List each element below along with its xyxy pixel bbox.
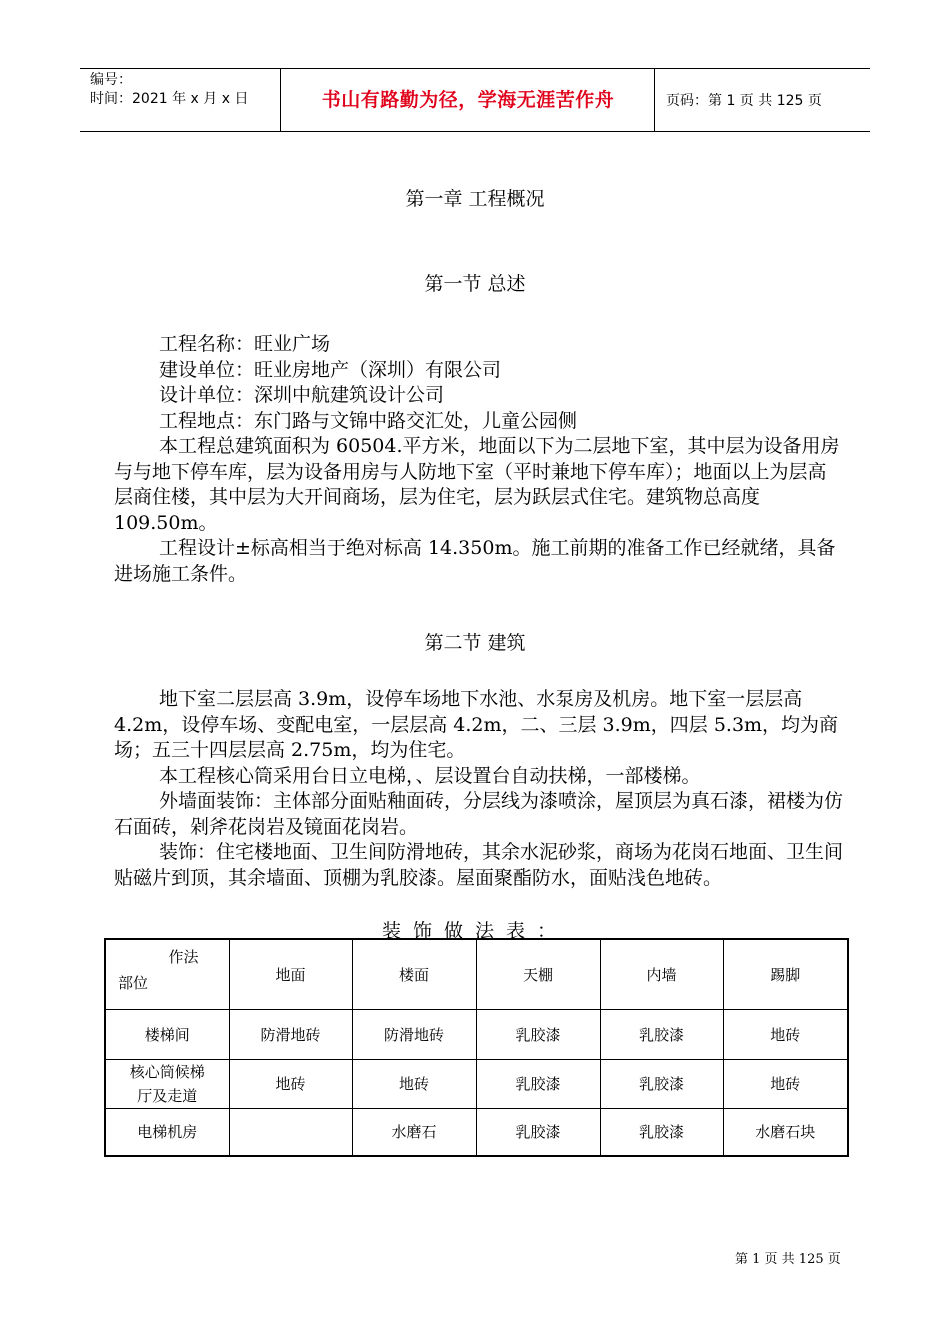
section-architecture-body [114,687,844,891]
header-meta [90,71,248,109]
doc-time-label: 时间：2021 年 x 月 x 日 [90,91,249,107]
table-cell: 乳胶漆 [476,1059,600,1108]
row-header: 楼梯间 [105,1009,229,1059]
table-cell: 水磨石块 [723,1108,848,1156]
paragraph: 本工程核心筒采用台日立电梯，、层设置台自动扶梯，一部楼梯。 [159,764,701,787]
column-header: 踢脚 [723,939,848,1009]
table-cell: 防滑地砖 [352,1009,476,1059]
table-cell: 乳胶漆 [476,1009,600,1059]
doc-number-label: 编号： [90,72,132,88]
page-header [80,68,870,132]
column-header: 内墙 [600,939,723,1009]
table-cell: 乳胶漆 [600,1059,723,1108]
section-title-architecture: 第二节 建筑 [424,632,526,654]
table-row [105,1059,848,1108]
table-cell: 乳胶漆 [476,1108,600,1156]
table-cell [229,1108,352,1156]
column-header: 天棚 [476,939,600,1009]
table-cell: 乳胶漆 [600,1009,723,1059]
section-overview-body [114,332,844,587]
decoration-table [104,938,849,1157]
table-title: 装饰做法表： [381,920,568,942]
table-cell: 防滑地砖 [229,1009,352,1059]
table-row [105,1009,848,1059]
paragraph: 建设单位：旺业房地产（深圳）有限公司 [159,358,502,381]
header-divider [654,69,655,131]
corner-top-label: 作法 [168,948,199,967]
table-cell: 地砖 [723,1009,848,1059]
header-motto: 书山有路勤为径，学海无涯苦作舟 [321,89,615,111]
paragraph: 设计单位：深圳中航建筑设计公司 [159,384,445,406]
chapter-title: 第一章 工程概况 [405,188,545,210]
table-cell: 地砖 [723,1059,848,1108]
table-cell: 水磨石 [352,1108,476,1156]
paragraph: 工程设计±标高相当于绝对标高 14.350m。施工前期的准备工作已经就绪，具备进场施工条件。 [114,537,836,585]
row-header: 电梯机房 [105,1108,229,1156]
paragraph: 本工程总建筑面积为 60504.平方米，地面以下为二层地下室，其中层为设备用房与与地下停车库，层为设备用房与人防地下室（平时兼地下停车库）；地面以上为层高层商住楼，其中层为大开间商场，层为住宅，层为跃层式住宅。建筑物总高度 109.50m。 [114,435,840,534]
table-header-row [105,939,848,1009]
paragraph: 装饰：住宅楼地面、卫生间防滑地砖，其余水泥砂浆，商场为花岗石地面、卫生间贴磁片到顶，其余墙面、顶棚为乳胶漆。屋面聚酯防水，面贴浅色地砖。 [114,841,844,889]
column-header: 楼面 [352,939,476,1009]
row-header: 核心筒候梯厅及走道 [105,1059,229,1108]
section-title-overview: 第一节 总述 [424,273,526,295]
table-row [105,1108,848,1156]
table-cell: 地砖 [352,1059,476,1108]
table-cell: 地砖 [229,1059,352,1108]
header-divider [280,69,281,131]
column-header: 地面 [229,939,352,1009]
page-footer: 第 1 页 共 125 页 [735,1252,841,1267]
table-cell: 乳胶漆 [600,1108,723,1156]
corner-bottom-label: 部位 [118,974,149,993]
corner-cell [105,939,229,1009]
paragraph: 工程地点：东门路与文锦中路交汇处，儿童公园侧 [159,409,578,432]
paragraph: 外墙面装饰：主体部分面贴釉面砖，分层线为漆喷涂，屋顶层为真石漆，裙楼为仿石面砖，剁斧花岗岩及镜面花岗岩。 [114,790,844,838]
header-page-info: 页码：第 1 页 共 125 页 [666,93,822,109]
paragraph: 地下室二层层高 3.9m，设停车场地下水池、水泵房及机房。地下室一层层高 4.2m，设停车场、变配电室，一层层高 4.2m，二、三层 3.9m，四层 5.3m，均为商场；五三十四层层高 2.75m，均为住宅。 [114,688,839,761]
paragraph: 工程名称：旺业广场 [159,333,331,355]
